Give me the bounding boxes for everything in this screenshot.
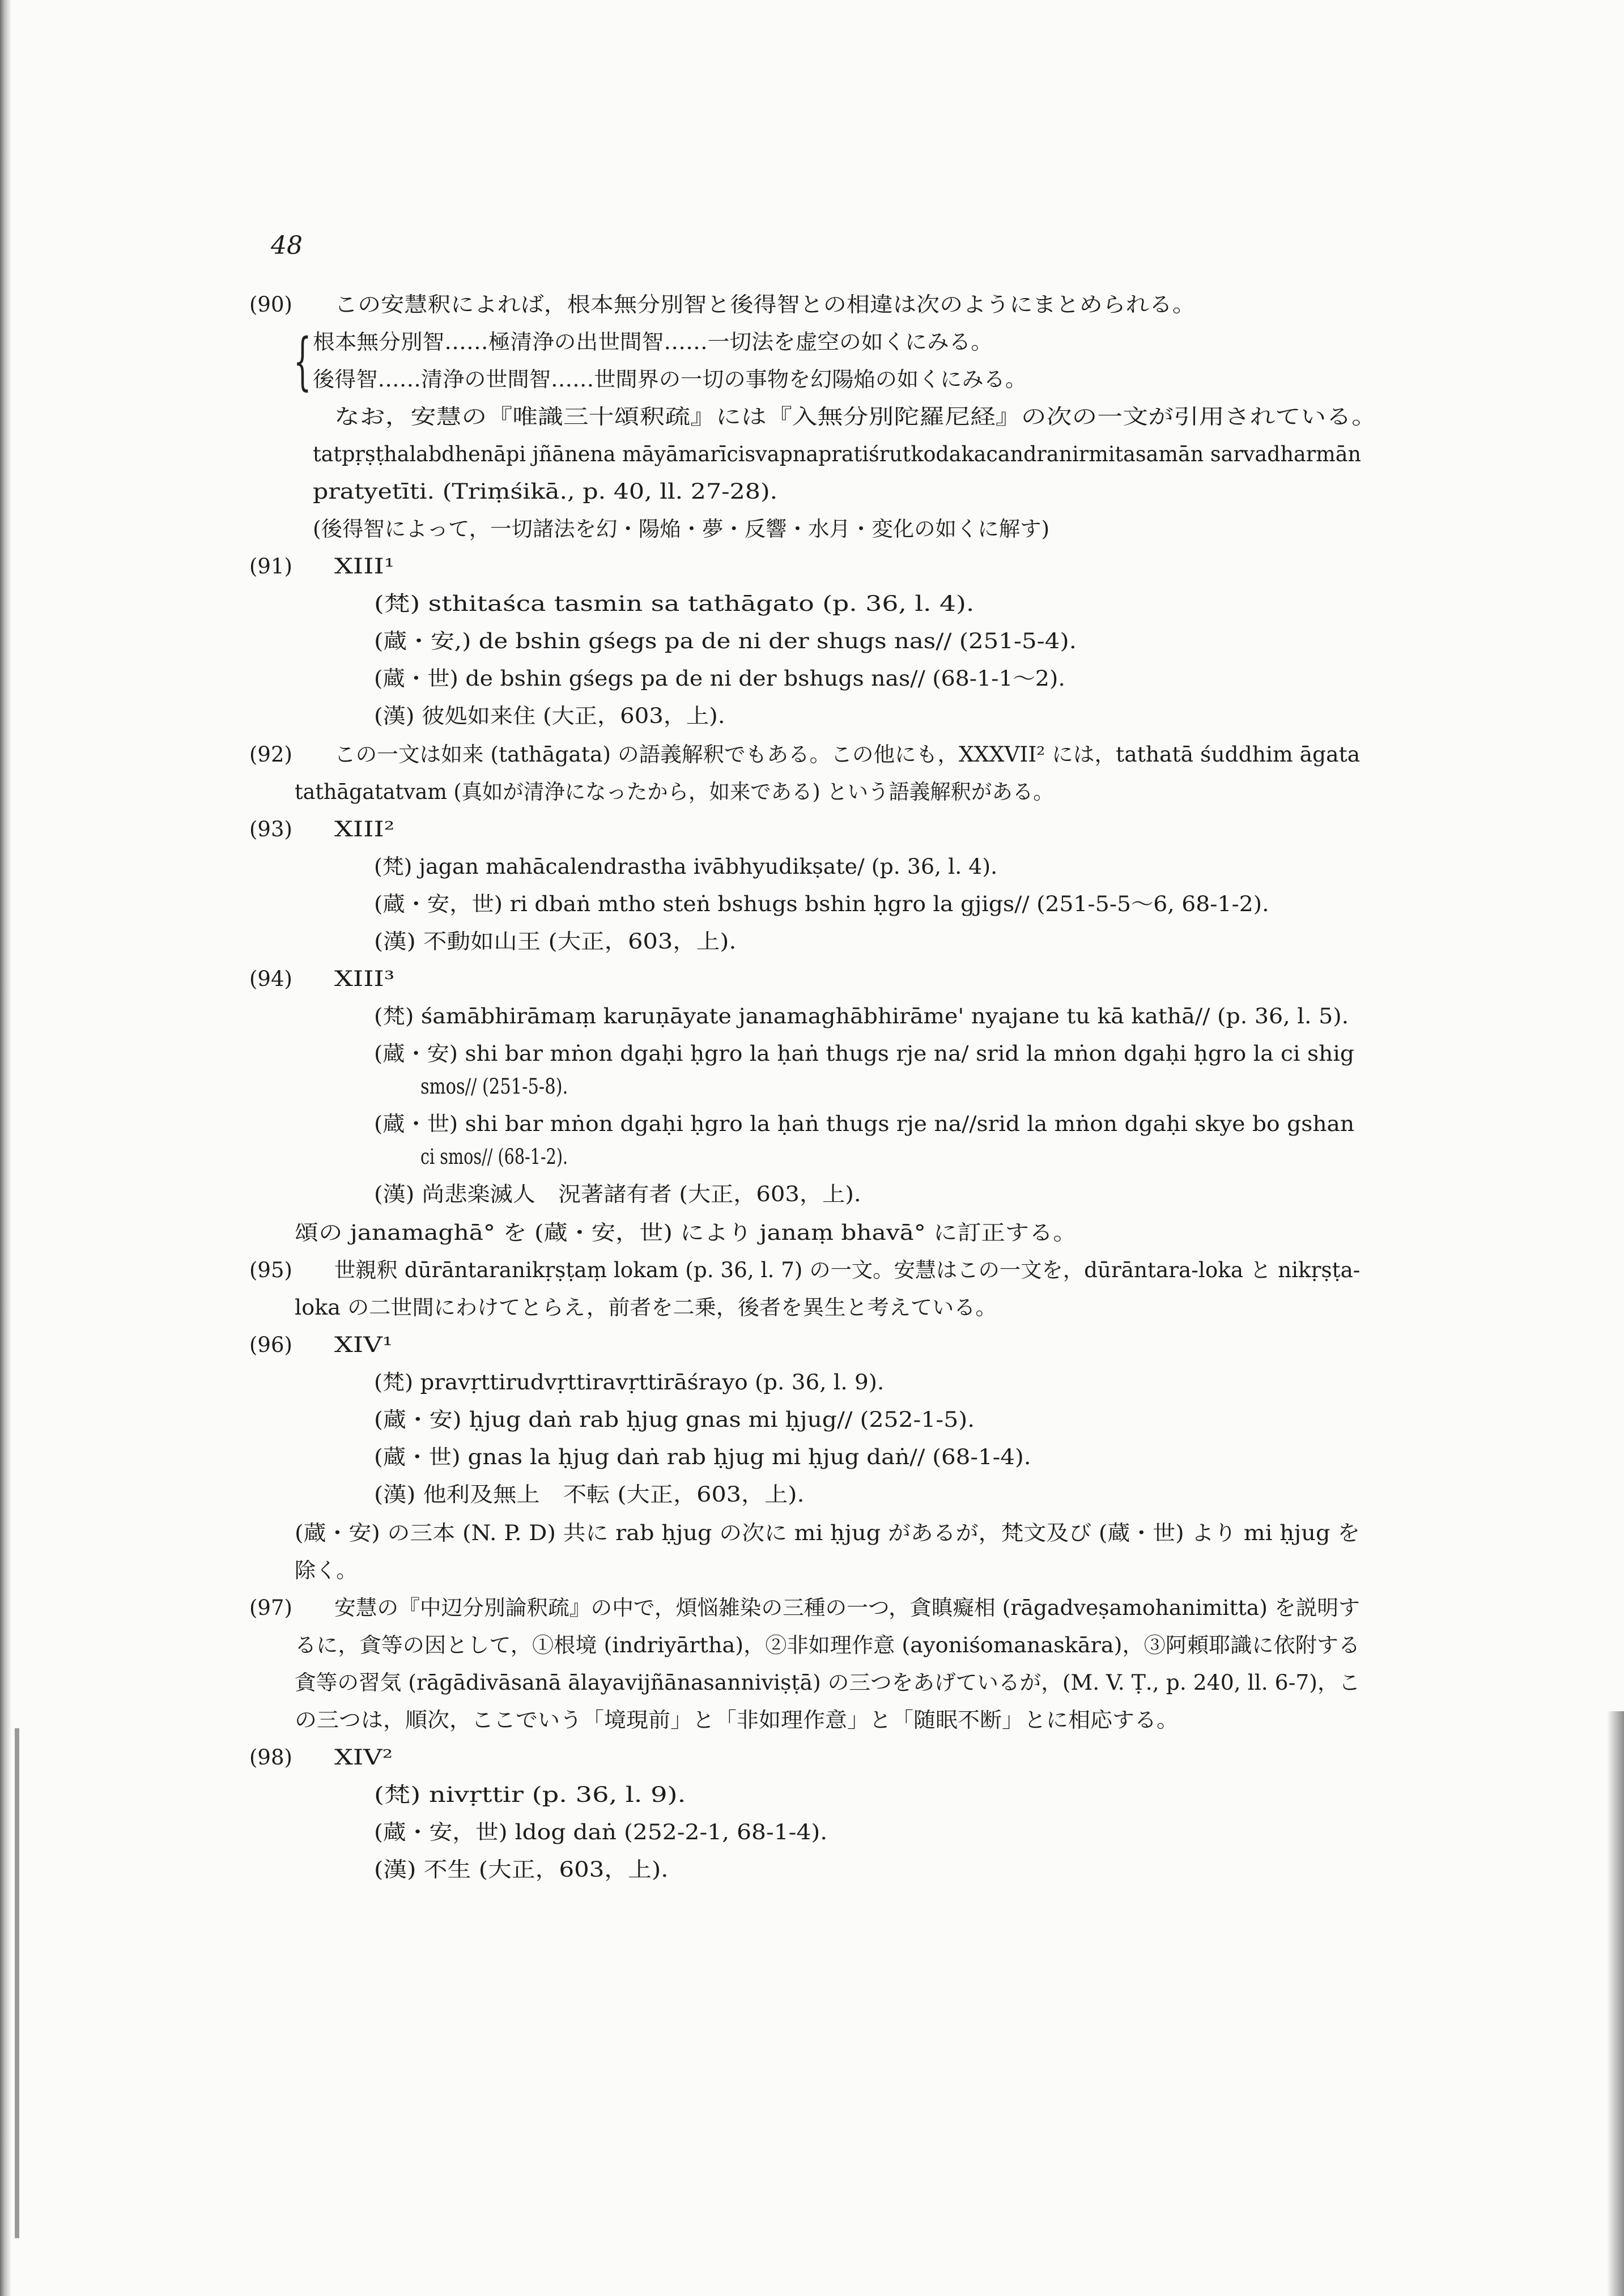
text-line: pratyetīti. (Triṃśikā., p. 40, ll. 27-28).: [313, 479, 778, 504]
text-line: (蔵・安) shi bar mṅon dgaḥi ḥgro la ḥaṅ thugs rje na/ srid la mṅon dgaḥi ḥgro la ci shig: [374, 1041, 1354, 1066]
text-line: (梵) pravṛttirudvṛttiravṛttirāśrayo (p. 36, l. 9).: [374, 1370, 885, 1394]
text-line: (蔵・世) de bshin gśegs pa de ni der bshugs nas// (68-1-1〜2).: [374, 666, 1065, 691]
note-number: (96): [249, 1333, 292, 1357]
text-line: (蔵・世) gnas la ḥjug daṅ rab ḥjug mi ḥjug daṅ// (68-1-4).: [374, 1445, 1031, 1469]
scan-edge-line: [15, 1728, 19, 2238]
text-line: 世親釈 dūrāntaranikṛṣṭaṃ lokam (p. 36, l. 7) の一文。安慧はこの一文を，dūrāntara-loka と nikṛṣṭa-: [334, 1258, 1361, 1282]
text-line: (梵) jagan mahācalendrastha ivābhyudikṣate/ (p. 36, l. 4).: [374, 854, 998, 879]
text-line: (漢) 他利及無上 不転 (大正，603，上).: [374, 1482, 805, 1507]
text-line: 根本無分別智……極清浄の出世間智……一切法を虚空の如くにみる。: [313, 330, 993, 354]
note-number: (91): [249, 554, 292, 579]
text-line: の三つは，順次，ここでいう「境現前」と「非如理作意」と「随眠不断」とに相応する。: [295, 1708, 1179, 1732]
text-line: (梵) śamābhirāmaṃ karuṇāyate janamaghābhirāme' nyajane tu kā kathā// (p. 36, l. 5).: [374, 1004, 1349, 1028]
text-line: XIII²: [334, 817, 395, 841]
text-line: 安慧の『中辺分別論釈疏』の中で，煩悩雑染の三種の一つ，貪瞋癡相 (rāgadveṣamohanimitta) を説明す: [334, 1596, 1360, 1620]
text-line: ci smos// (68-1-2).: [420, 1145, 568, 1169]
text-line: 貪等の習気 (rāgādivāsanā ālayavijñānasanniviṣṭā) の三つをあげているが，(M. V. Ṭ., p. 240, ll. 6-7)，こ: [295, 1670, 1361, 1695]
note-number: (98): [249, 1745, 292, 1770]
text-line: (蔵・安，世) ri dbaṅ mtho steṅ bshugs bshin ḥgro la gjigs// (251-5-5〜6, 68-1-2).: [374, 892, 1269, 916]
text-line: smos// (251-5-8).: [420, 1074, 568, 1099]
text-line: (蔵・安，世) ldog daṅ (252-2-1, 68-1-4).: [374, 1820, 828, 1844]
note-number: (95): [249, 1258, 292, 1282]
text-line: (漢) 尚悲楽滅人 況著諸有者 (大正，603，上).: [374, 1182, 861, 1206]
text-line: (蔵・安) ḥjug daṅ rab ḥjug gnas mi ḥjug// (252-1-5).: [374, 1408, 975, 1432]
brace-symbol: {: [294, 325, 312, 397]
text-line: (蔵・安,) de bshin gśegs pa de ni der shugs nas// (251-5-4).: [374, 629, 1077, 653]
text-line: この安慧釈によれば，根本無分別智と後得智との相違は次のようにまとめられる。: [334, 292, 1196, 317]
text-line: tathāgatatvam (真如が清浄になったから，如来である) という語義解釈がある。: [295, 780, 1054, 804]
text-line: 後得智……清浄の世間智……世間界の一切の事物を幻陽焔の如くにみる。: [313, 367, 1027, 392]
text-line: (蔵・安) の三本 (N. P. D) 共に rab ḥjug の次に mi ḥjug があるが，梵文及び (蔵・世) より mi ḥjug を: [295, 1521, 1361, 1545]
text-line: なお，安慧の『唯識三十頌釈疏』には『入無分別陀羅尼経』の次の一文が引用されている。: [334, 405, 1377, 429]
text-line: (漢) 不動如山王 (大正，603，上).: [374, 929, 737, 954]
page-number: 48: [271, 231, 303, 260]
text-line: (漢) 彼処如来住 (大正，603，上).: [374, 704, 725, 728]
note-number: (97): [249, 1596, 292, 1620]
text-line: (梵) sthitaśca tasmin sa tathāgato (p. 36, l. 4).: [374, 592, 975, 616]
text-line: tatpṛṣṭhalabdhenāpi jñānena māyāmarīcisvapnapratiśrutkodakacandranirmitasamān sarvadharmān: [313, 442, 1362, 466]
note-number: (94): [249, 967, 292, 991]
text-line: 頌の janamaghā° を (蔵・安，世) により janaṃ bhavā° に訂正する。: [295, 1221, 1077, 1245]
text-line: (漢) 不生 (大正，603，上).: [374, 1857, 669, 1882]
text-line: XIII³: [334, 967, 395, 991]
text-line: (蔵・世) shi bar mṅon dgaḥi ḥgro la ḥaṅ thugs rje na//srid la mṅon dgaḥi skye bo gshan: [374, 1112, 1355, 1136]
scan-edge-shadow-right: [1607, 1711, 1624, 2296]
text-line: るに，貪等の因として，①根境 (indriyārtha)，②非如理作意 (ayoniśomanaskāra)，③阿頼耶識に依附する: [295, 1633, 1361, 1657]
note-number: (92): [249, 742, 292, 767]
text-line: XIII¹: [334, 554, 395, 579]
note-number: (90): [249, 292, 292, 317]
text-line: (梵) nivṛttir (p. 36, l. 9).: [374, 1783, 686, 1807]
text-line: この一文は如来 (tathāgata) の語義解釈でもある。この他にも，XXXVII² には，tathatā śuddhim āgata: [334, 742, 1361, 767]
text-line: (後得智によって，一切諸法を幻・陽焔・夢・反響・水月・変化の如くに解す): [313, 517, 1050, 541]
text-line: XIV²: [334, 1745, 393, 1770]
text-line: 除く。: [295, 1558, 358, 1583]
note-number: (93): [249, 817, 292, 841]
scan-edge-shadow: [0, 0, 11, 2296]
text-line: loka の二世間にわけてとらえ，前者を二乗，後者を異生と考えている。: [295, 1295, 997, 1320]
text-line: XIV¹: [334, 1333, 393, 1357]
